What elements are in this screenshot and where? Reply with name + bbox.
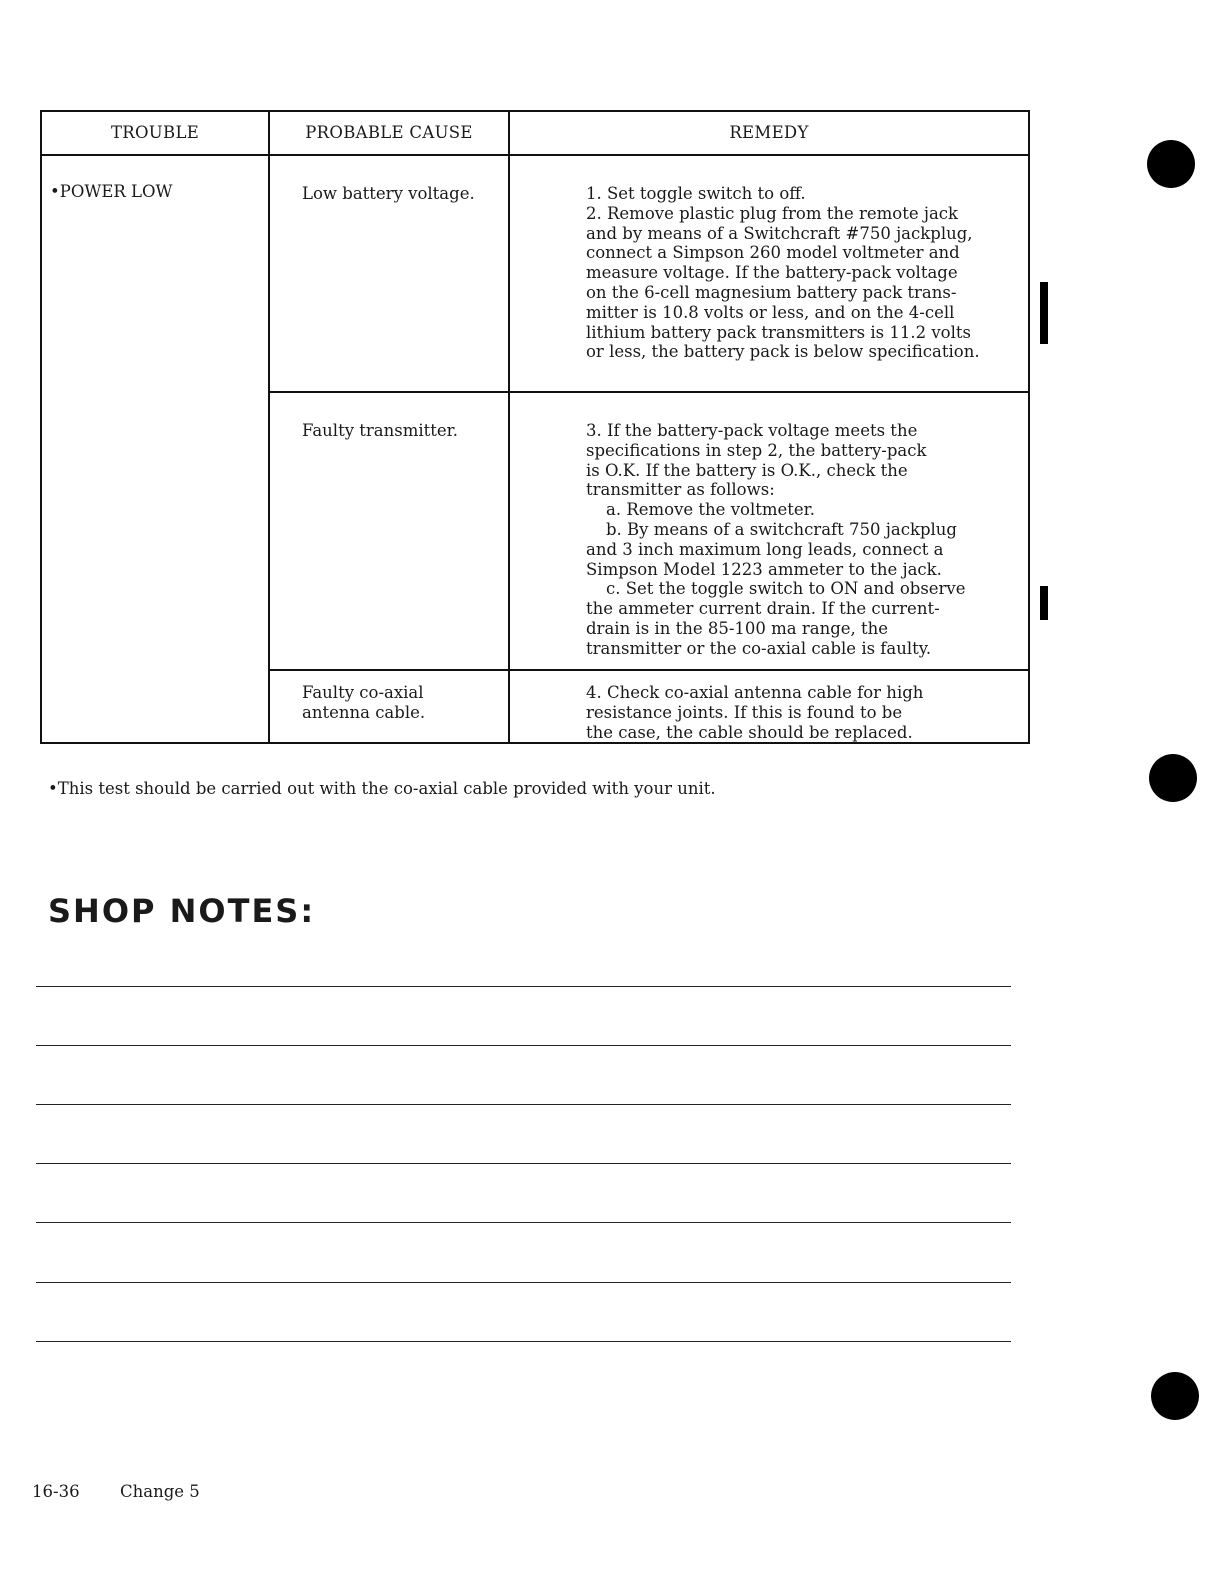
remedy-line: transmitter as follows: xyxy=(586,480,775,500)
remedy-line: and by means of a Switchcraft #750 jackplug, xyxy=(586,223,973,243)
remedy-line: a. Remove the voltmeter. xyxy=(606,500,815,520)
remedy-line: mitter is 10.8 volts or less, and on the 4-cell xyxy=(586,302,955,322)
table-row xyxy=(41,155,1029,392)
remedy-line: is O.K. If the battery is O.K., check the xyxy=(586,460,908,480)
page-number: 16-36 xyxy=(32,1482,80,1501)
remedy-line: b. By means of a switchcraft 750 jackplug xyxy=(606,519,957,539)
remedy-line: the ammeter current drain. If the current- xyxy=(586,599,940,619)
remedy-line: the case, the cable should be replaced. xyxy=(586,722,913,742)
header-remedy: REMEDY xyxy=(509,111,1029,155)
punch-hole-icon xyxy=(1151,1372,1199,1420)
note-line xyxy=(36,986,1011,987)
remedy-line: lithium battery pack transmitters is 11.2 volts xyxy=(586,322,971,342)
cause-line: Low battery voltage. xyxy=(302,184,475,203)
cause-line: Faulty co-axial xyxy=(302,683,424,702)
change-bar xyxy=(1040,282,1048,344)
cause-line: Faulty transmitter. xyxy=(302,421,458,440)
remedy-line: 3. If the battery-pack voltage meets the xyxy=(586,421,918,440)
trouble-power-low: •POWER LOW xyxy=(50,182,173,201)
cause-cell xyxy=(269,392,509,670)
remedy-cell xyxy=(509,155,1029,392)
change-label: Change 5 xyxy=(120,1482,200,1501)
remedy-line: or less, the battery pack is below specification. xyxy=(586,342,980,362)
remedy-line: connect a Simpson 260 model voltmeter and xyxy=(586,243,960,263)
remedy-line: drain is in the 85-100 ma range, the xyxy=(586,618,889,638)
header-trouble: TROUBLE xyxy=(41,111,269,155)
remedy-cell xyxy=(509,670,1029,743)
note-line xyxy=(36,1104,1011,1105)
remedy-line: specifications in step 2, the battery-pack xyxy=(586,440,927,460)
remedy-line: 2. Remove plastic plug from the remote jack xyxy=(586,203,959,223)
cause-cell xyxy=(269,155,509,392)
remedy-line: c. Set the toggle switch to ON and observe xyxy=(606,579,966,599)
remedy-line: Simpson Model 1223 ammeter to the jack. xyxy=(586,559,942,579)
note-line xyxy=(36,1282,1011,1283)
shop-notes-title: SHOP NOTES: xyxy=(48,892,316,930)
note-line xyxy=(36,1045,1011,1046)
note-line xyxy=(36,1222,1011,1223)
trouble-cell xyxy=(41,155,269,743)
remedy-line: on the 6-cell magnesium battery pack trans- xyxy=(586,282,957,302)
footnote: •This test should be carried out with the co-axial cable provided with your unit. xyxy=(48,779,716,798)
troubleshooting-table xyxy=(40,110,1030,744)
note-line xyxy=(36,1341,1011,1342)
cause-cell xyxy=(269,670,509,743)
punch-hole-icon xyxy=(1147,140,1195,188)
remedy-line: measure voltage. If the battery-pack voltage xyxy=(586,263,958,283)
remedy-line: 4. Check co-axial antenna cable for high xyxy=(586,683,924,702)
note-line xyxy=(36,1163,1011,1164)
remedy-line: resistance joints. If this is found to be xyxy=(586,702,903,722)
cause-line: antenna cable. xyxy=(302,702,426,722)
remedy-line: and 3 inch maximum long leads, connect a xyxy=(586,539,944,559)
punch-hole-icon xyxy=(1149,754,1197,802)
remedy-line: transmitter or the co-axial cable is faulty. xyxy=(586,638,932,658)
remedy-cell xyxy=(509,392,1029,670)
header-probable-cause: PROBABLE CAUSE xyxy=(269,111,509,155)
change-bar xyxy=(1040,586,1048,620)
table-header-row xyxy=(41,111,1029,155)
remedy-line: 1. Set toggle switch to off. xyxy=(586,184,806,203)
